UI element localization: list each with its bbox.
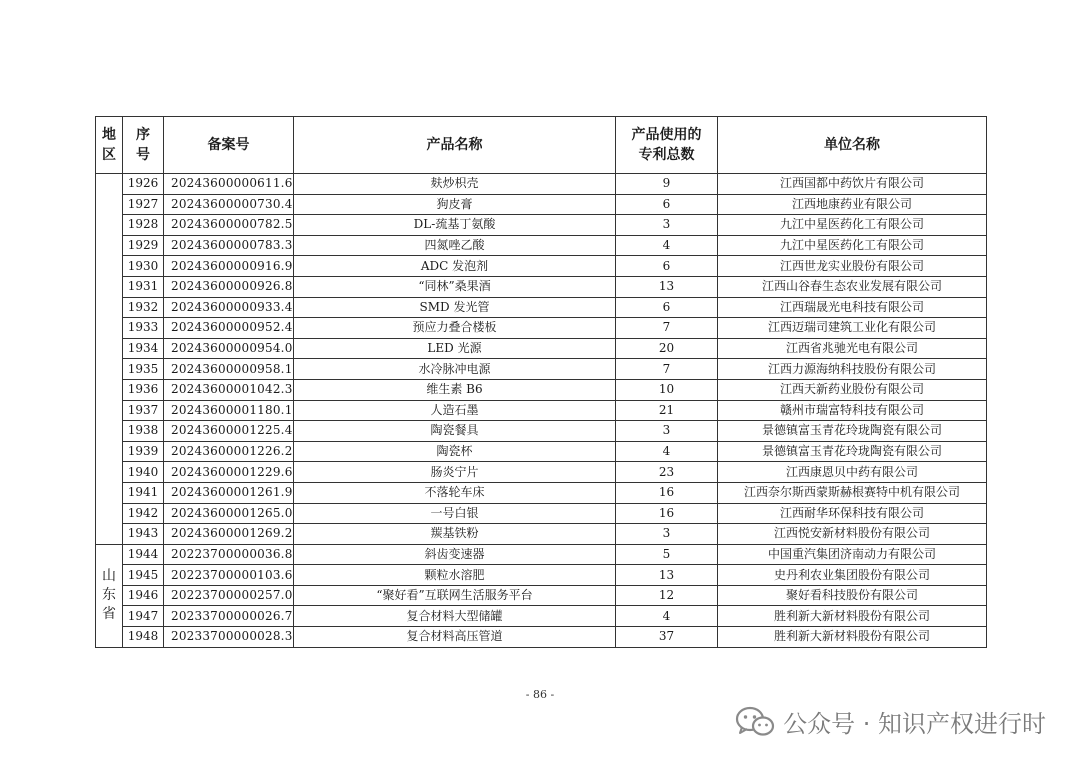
unit-name-cell: 江西耐华环保科技有限公司 bbox=[718, 503, 987, 524]
patent-count-cell: 3 bbox=[616, 215, 718, 236]
product-name-cell: 颗粒水溶肥 bbox=[294, 565, 616, 586]
unit-name-cell: 江西瑞晟光电科技有限公司 bbox=[718, 297, 987, 318]
patent-count-cell: 6 bbox=[616, 297, 718, 318]
seq-cell: 1928 bbox=[123, 215, 164, 236]
seq-cell: 1936 bbox=[123, 379, 164, 400]
watermark-text: 公众号 · 知识产权进行时 bbox=[783, 710, 1046, 738]
table-row bbox=[96, 441, 987, 462]
patent-count-cell: 7 bbox=[616, 318, 718, 339]
patent-count-cell: 5 bbox=[616, 544, 718, 565]
seq-cell: 1938 bbox=[123, 421, 164, 442]
header-unit: 单位名称 bbox=[718, 117, 987, 174]
seq-cell: 1931 bbox=[123, 276, 164, 297]
unit-name-cell: 江西康恩贝中药有限公司 bbox=[718, 462, 987, 483]
header-product: 产品名称 bbox=[294, 117, 616, 174]
seq-cell: 1929 bbox=[123, 235, 164, 256]
unit-name-cell: 江西世龙实业股份有限公司 bbox=[718, 256, 987, 277]
seq-cell: 1926 bbox=[123, 174, 164, 195]
patent-count-cell: 12 bbox=[616, 585, 718, 606]
record-no-cell: 20243600000611.6 bbox=[164, 174, 294, 195]
record-no-cell: 20243600001261.9 bbox=[164, 482, 294, 503]
product-name-cell: 羰基铁粉 bbox=[294, 524, 616, 545]
table-row bbox=[96, 565, 987, 586]
unit-name-cell: 中国重汽集团济南动力有限公司 bbox=[718, 544, 987, 565]
patent-count-cell: 7 bbox=[616, 359, 718, 380]
table-row bbox=[96, 215, 987, 236]
table-row bbox=[96, 379, 987, 400]
product-name-cell: 四氮唑乙酸 bbox=[294, 235, 616, 256]
patent-count-cell: 4 bbox=[616, 606, 718, 627]
table-row bbox=[96, 338, 987, 359]
patent-count-cell: 20 bbox=[616, 338, 718, 359]
unit-name-cell: 江西国都中药饮片有限公司 bbox=[718, 174, 987, 195]
unit-name-cell: 景德镇富玉青花玲珑陶瓷有限公司 bbox=[718, 421, 987, 442]
table-row bbox=[96, 359, 987, 380]
header-patent-count: 产品使用的专利总数 bbox=[616, 117, 718, 174]
table-header-row bbox=[96, 117, 987, 174]
patent-count-cell: 13 bbox=[616, 565, 718, 586]
patent-count-cell: 23 bbox=[616, 462, 718, 483]
product-name-cell: SMD 发光管 bbox=[294, 297, 616, 318]
header-record-no: 备案号 bbox=[164, 117, 294, 174]
table-row bbox=[96, 627, 987, 648]
unit-name-cell: 江西山谷春生态农业发展有限公司 bbox=[718, 276, 987, 297]
product-name-cell: 维生素 B6 bbox=[294, 379, 616, 400]
product-name-cell: “聚好看”互联网生活服务平台 bbox=[294, 585, 616, 606]
unit-name-cell: 九江中星医药化工有限公司 bbox=[718, 235, 987, 256]
record-no-cell: 20223700000036.8 bbox=[164, 544, 294, 565]
record-no-cell: 20223700000257.0 bbox=[164, 585, 294, 606]
unit-name-cell: 江西省兆驰光电有限公司 bbox=[718, 338, 987, 359]
patent-count-cell: 3 bbox=[616, 524, 718, 545]
patent-product-table bbox=[95, 116, 987, 648]
seq-cell: 1934 bbox=[123, 338, 164, 359]
seq-cell: 1948 bbox=[123, 627, 164, 648]
table-row bbox=[96, 235, 987, 256]
table-row bbox=[96, 524, 987, 545]
patent-count-cell: 37 bbox=[616, 627, 718, 648]
patent-count-cell: 4 bbox=[616, 441, 718, 462]
header-region: 地区 bbox=[96, 117, 123, 174]
patent-count-cell: 16 bbox=[616, 482, 718, 503]
unit-name-cell: 聚好看科技股份有限公司 bbox=[718, 585, 987, 606]
table-row bbox=[96, 174, 987, 195]
product-name-cell: 陶瓷餐具 bbox=[294, 421, 616, 442]
record-no-cell: 20243600000730.4 bbox=[164, 194, 294, 215]
product-name-cell: 水冷脉冲电源 bbox=[294, 359, 616, 380]
seq-cell: 1939 bbox=[123, 441, 164, 462]
product-name-cell: ADC 发泡剂 bbox=[294, 256, 616, 277]
patent-count-cell: 9 bbox=[616, 174, 718, 195]
seq-cell: 1944 bbox=[123, 544, 164, 565]
record-no-cell: 20243600001042.3 bbox=[164, 379, 294, 400]
record-no-cell: 20233700000026.7 bbox=[164, 606, 294, 627]
product-name-cell: 斜齿变速器 bbox=[294, 544, 616, 565]
unit-name-cell: 史丹利农业集团股份有限公司 bbox=[718, 565, 987, 586]
product-name-cell: 不落轮车床 bbox=[294, 482, 616, 503]
product-name-cell: 复合材料大型储罐 bbox=[294, 606, 616, 627]
header-seq: 序号 bbox=[123, 117, 164, 174]
seq-cell: 1943 bbox=[123, 524, 164, 545]
record-no-cell: 20243600000933.4 bbox=[164, 297, 294, 318]
seq-cell: 1942 bbox=[123, 503, 164, 524]
record-no-cell: 20243600000958.1 bbox=[164, 359, 294, 380]
record-no-cell: 20243600001226.2 bbox=[164, 441, 294, 462]
table-row bbox=[96, 276, 987, 297]
table-row bbox=[96, 503, 987, 524]
unit-name-cell: 江西悦安新材料股份有限公司 bbox=[718, 524, 987, 545]
table-row bbox=[96, 585, 987, 606]
seq-cell: 1933 bbox=[123, 318, 164, 339]
product-name-cell: 人造石墨 bbox=[294, 400, 616, 421]
patent-count-cell: 4 bbox=[616, 235, 718, 256]
record-no-cell: 20243600001180.1 bbox=[164, 400, 294, 421]
record-no-cell: 20243600000783.3 bbox=[164, 235, 294, 256]
wechat-icon bbox=[735, 706, 775, 738]
region-cell bbox=[96, 544, 123, 647]
seq-cell: 1930 bbox=[123, 256, 164, 277]
table-row bbox=[96, 318, 987, 339]
unit-name-cell: 景德镇富玉青花玲珑陶瓷有限公司 bbox=[718, 441, 987, 462]
record-no-cell: 20243600000954.0 bbox=[164, 338, 294, 359]
unit-name-cell: 胜利新大新材料股份有限公司 bbox=[718, 627, 987, 648]
table-row bbox=[96, 256, 987, 277]
patent-count-cell: 6 bbox=[616, 194, 718, 215]
record-no-cell: 20243600000782.5 bbox=[164, 215, 294, 236]
table-row bbox=[96, 462, 987, 483]
table-row bbox=[96, 297, 987, 318]
seq-cell: 1940 bbox=[123, 462, 164, 483]
unit-name-cell: 江西奈尔斯西蒙斯赫根赛特中机有限公司 bbox=[718, 482, 987, 503]
table-row bbox=[96, 194, 987, 215]
product-name-cell: 陶瓷杯 bbox=[294, 441, 616, 462]
product-name-cell: “同林”桑果酒 bbox=[294, 276, 616, 297]
unit-name-cell: 江西地康药业有限公司 bbox=[718, 194, 987, 215]
table-body bbox=[96, 174, 987, 648]
table-row bbox=[96, 421, 987, 442]
region-char: 省 bbox=[102, 606, 116, 623]
product-name-cell: 狗皮膏 bbox=[294, 194, 616, 215]
patent-count-cell: 10 bbox=[616, 379, 718, 400]
product-name-cell: 麸炒枳壳 bbox=[294, 174, 616, 195]
seq-cell: 1947 bbox=[123, 606, 164, 627]
record-no-cell: 20233700000028.3 bbox=[164, 627, 294, 648]
seq-cell: 1927 bbox=[123, 194, 164, 215]
region-cell bbox=[96, 174, 123, 545]
unit-name-cell: 胜利新大新材料股份有限公司 bbox=[718, 606, 987, 627]
record-no-cell: 20243600001225.4 bbox=[164, 421, 294, 442]
patent-count-cell: 21 bbox=[616, 400, 718, 421]
product-name-cell: LED 光源 bbox=[294, 338, 616, 359]
record-no-cell: 20243600001269.2 bbox=[164, 524, 294, 545]
table-row bbox=[96, 544, 987, 565]
patent-count-cell: 16 bbox=[616, 503, 718, 524]
product-name-cell: 预应力叠合楼板 bbox=[294, 318, 616, 339]
unit-name-cell: 江西天新药业股份有限公司 bbox=[718, 379, 987, 400]
unit-name-cell: 江西迈瑞司建筑工业化有限公司 bbox=[718, 318, 987, 339]
product-name-cell: 肠炎宁片 bbox=[294, 462, 616, 483]
product-name-cell: 复合材料高压管道 bbox=[294, 627, 616, 648]
seq-cell: 1946 bbox=[123, 585, 164, 606]
patent-count-cell: 13 bbox=[616, 276, 718, 297]
region-char: 东 bbox=[102, 587, 116, 604]
record-no-cell: 20243600000916.9 bbox=[164, 256, 294, 277]
table-row bbox=[96, 606, 987, 627]
patent-count-cell: 3 bbox=[616, 421, 718, 442]
seq-cell: 1945 bbox=[123, 565, 164, 586]
patent-count-cell: 6 bbox=[616, 256, 718, 277]
record-no-cell: 20243600001229.6 bbox=[164, 462, 294, 483]
record-no-cell: 20223700000103.6 bbox=[164, 565, 294, 586]
page-number: - 86 - bbox=[525, 688, 555, 701]
record-no-cell: 20243600000952.4 bbox=[164, 318, 294, 339]
watermark bbox=[735, 704, 1046, 739]
table-row bbox=[96, 482, 987, 503]
seq-cell: 1932 bbox=[123, 297, 164, 318]
record-no-cell: 20243600001265.0 bbox=[164, 503, 294, 524]
seq-cell: 1941 bbox=[123, 482, 164, 503]
unit-name-cell: 赣州市瑞富特科技有限公司 bbox=[718, 400, 987, 421]
record-no-cell: 20243600000926.8 bbox=[164, 276, 294, 297]
region-char: 山 bbox=[102, 568, 116, 585]
product-name-cell: DL-巯基丁氨酸 bbox=[294, 215, 616, 236]
seq-cell: 1935 bbox=[123, 359, 164, 380]
product-name-cell: 一号白银 bbox=[294, 503, 616, 524]
unit-name-cell: 江西力源海纳科技股份有限公司 bbox=[718, 359, 987, 380]
table-row bbox=[96, 400, 987, 421]
seq-cell: 1937 bbox=[123, 400, 164, 421]
unit-name-cell: 九江中星医药化工有限公司 bbox=[718, 215, 987, 236]
